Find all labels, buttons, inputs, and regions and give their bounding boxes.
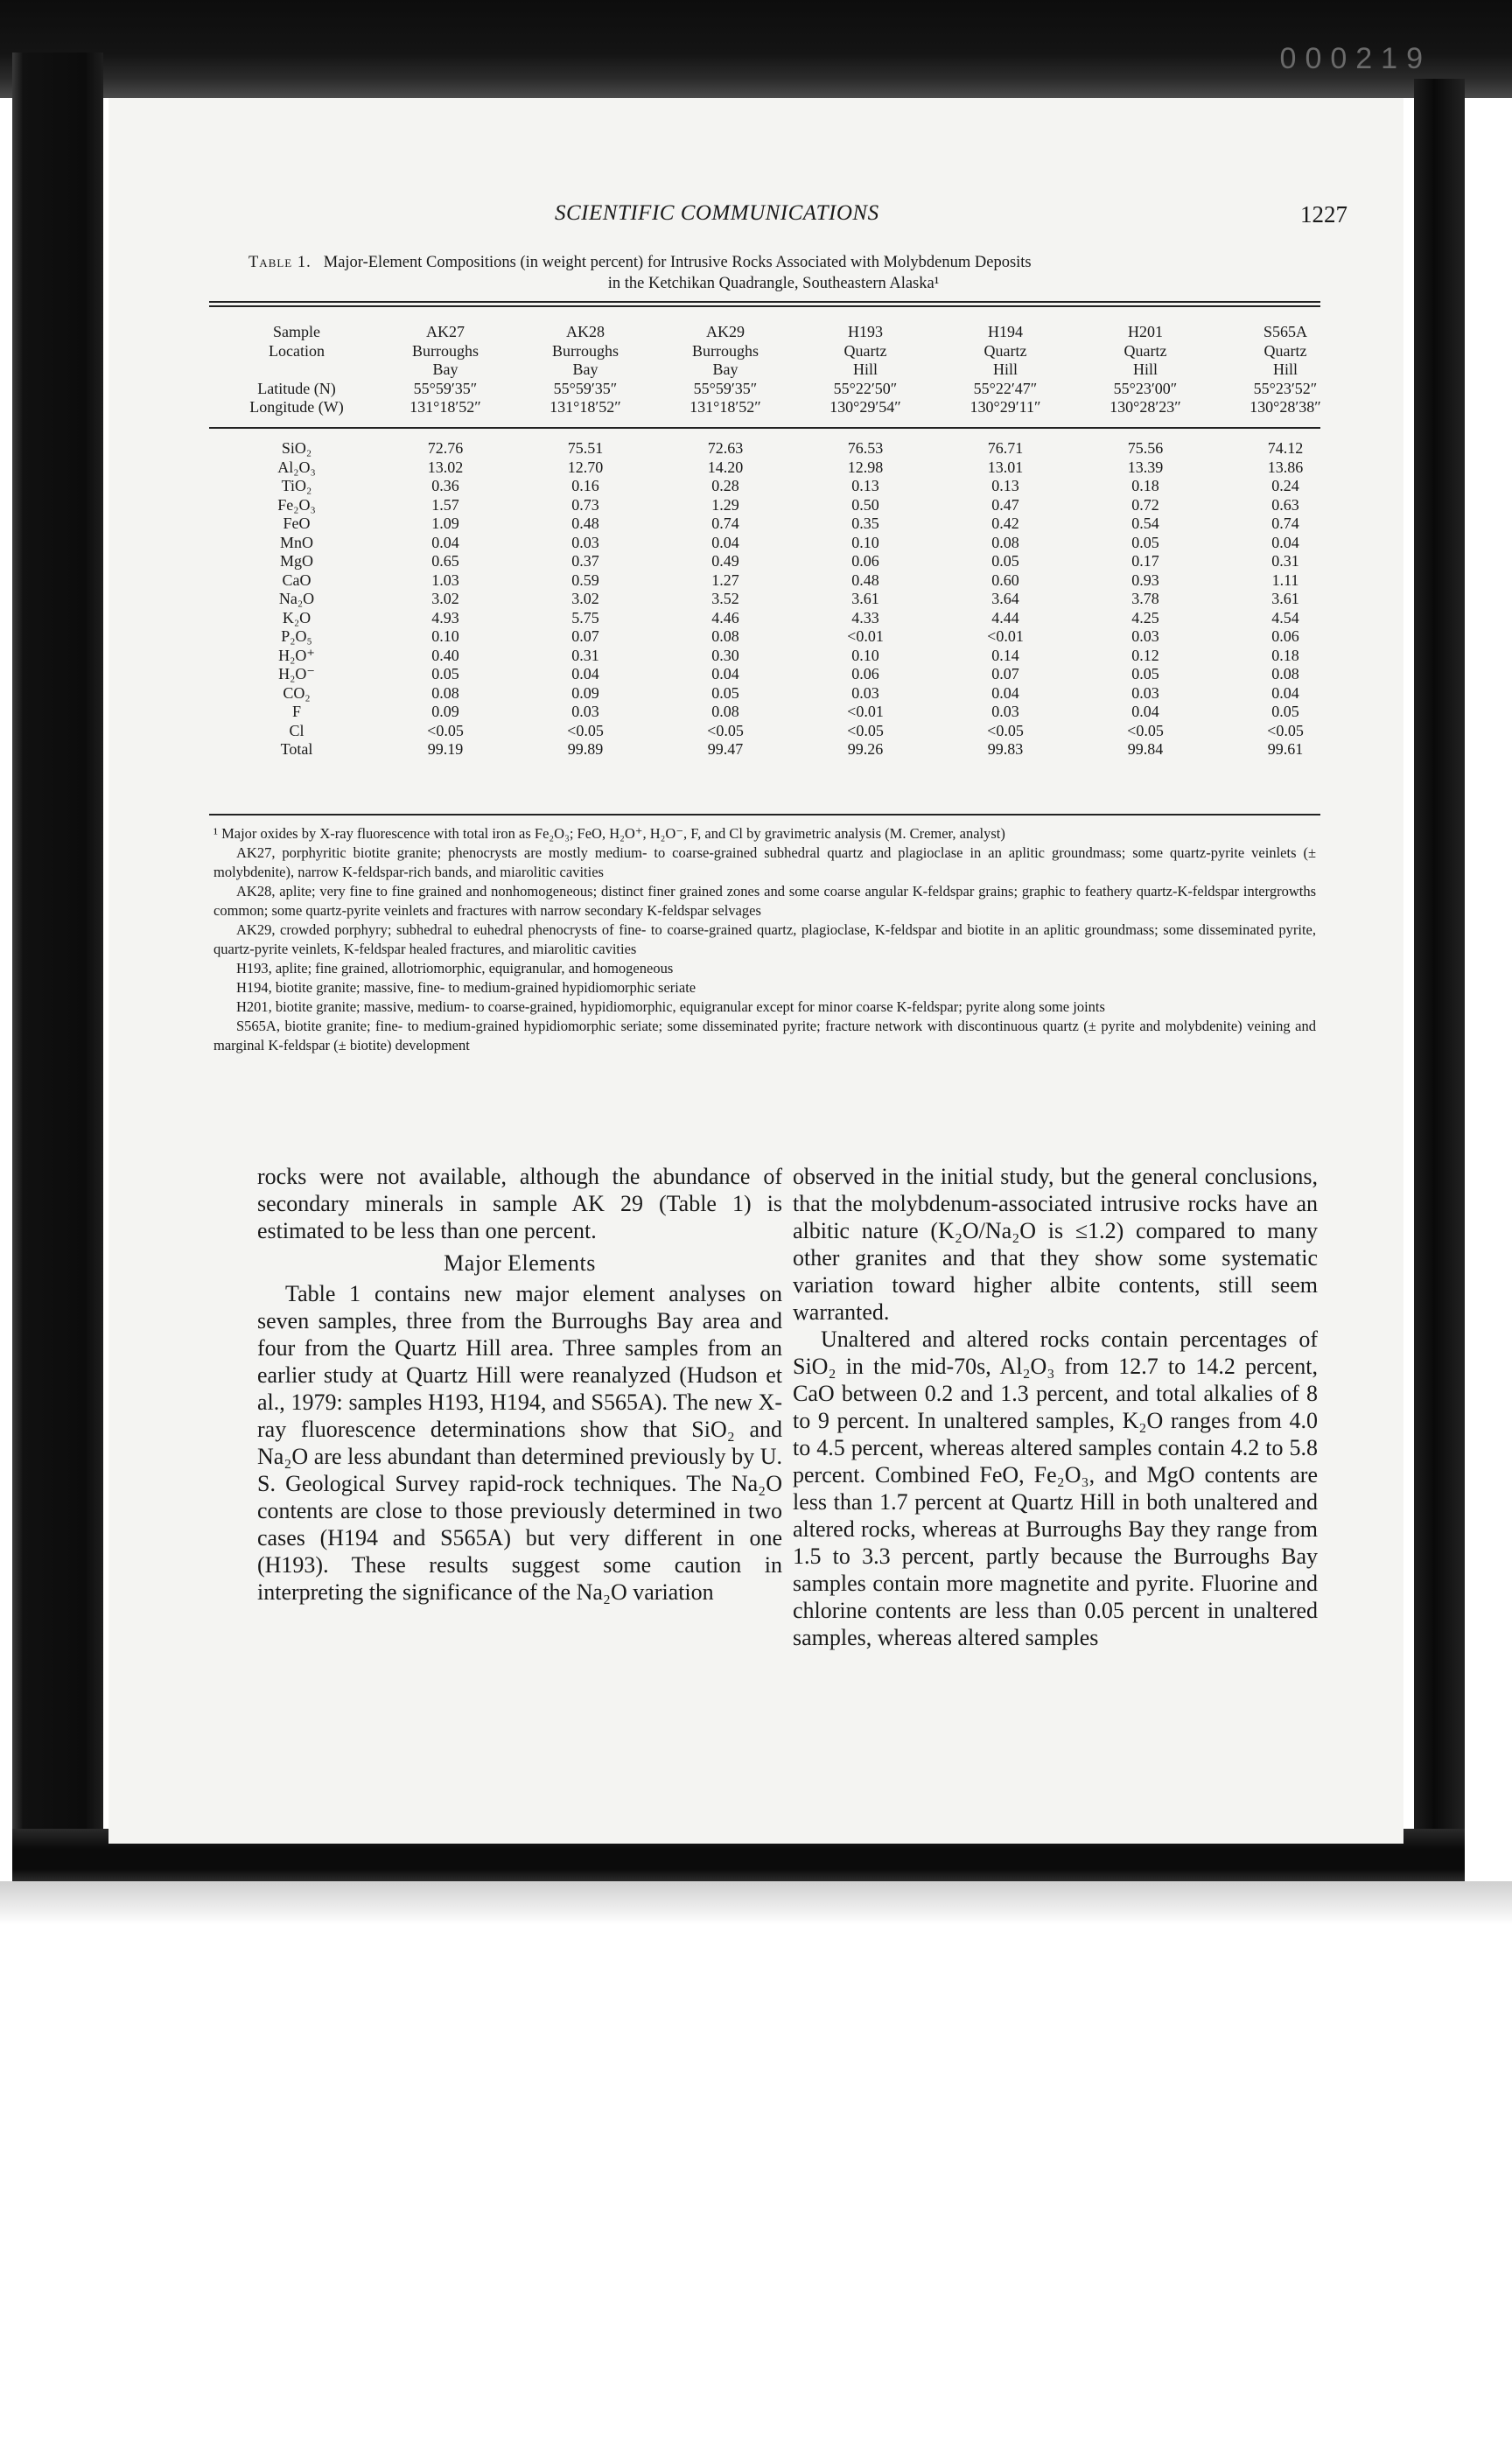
- value-cell: 0.05: [431, 665, 459, 682]
- value-cell: 0.72: [1131, 495, 1159, 514]
- document-stamp: 000219: [1279, 42, 1432, 75]
- header-cell: 130°28′38″: [1250, 398, 1321, 416]
- value-cell: 0.03: [571, 703, 599, 720]
- oxide-label: H₂O⁻: [278, 665, 315, 682]
- value-cell: <0.05: [847, 721, 884, 739]
- value-cell: 0.17: [1131, 552, 1159, 570]
- header-cell: 55°23′00″: [1113, 379, 1178, 397]
- table-row: [218, 552, 1355, 571]
- header-cell: Hill: [1132, 360, 1158, 378]
- row-label: Sample: [273, 323, 320, 340]
- table-row: [218, 609, 1355, 628]
- value-cell: 13.02: [427, 458, 464, 476]
- table-row: [218, 590, 1355, 609]
- table-caption: [248, 252, 1298, 294]
- header-cell: 55°23′52″: [1253, 379, 1318, 397]
- table-row: [218, 722, 1355, 741]
- value-cell: 4.46: [711, 608, 739, 626]
- value-cell: 0.04: [571, 665, 599, 682]
- header-cell: 130°28′23″: [1110, 398, 1181, 416]
- value-cell: 0.03: [991, 703, 1019, 720]
- value-cell: 0.06: [1271, 627, 1299, 645]
- header-cell: 130°29′54″: [830, 398, 901, 416]
- header-cell: Quartz: [984, 341, 1027, 360]
- oxide-label: H₂O⁺: [278, 646, 315, 664]
- value-cell: <0.01: [987, 627, 1024, 645]
- value-cell: 0.60: [991, 570, 1019, 589]
- value-cell: 1.09: [431, 514, 459, 532]
- value-cell: 0.36: [431, 477, 459, 494]
- oxide-label: MgO: [279, 552, 313, 570]
- value-cell: 0.07: [991, 665, 1019, 682]
- header-cell: H201: [1128, 323, 1163, 340]
- value-cell: 0.47: [991, 495, 1019, 514]
- value-cell: 4.93: [431, 608, 459, 626]
- value-cell: 0.04: [711, 665, 739, 682]
- header-cell: 55°59′35″: [693, 379, 758, 397]
- value-cell: 3.78: [1131, 590, 1159, 607]
- table-row: [218, 477, 1355, 496]
- value-cell: <0.05: [1267, 721, 1304, 739]
- value-cell: 0.09: [571, 683, 599, 702]
- value-cell: 0.03: [1131, 627, 1159, 645]
- value-cell: 75.56: [1127, 439, 1164, 457]
- value-cell: 0.42: [991, 514, 1019, 532]
- header-cell: S565A: [1263, 323, 1307, 340]
- table-row: [218, 496, 1355, 515]
- table-row: [218, 740, 1355, 760]
- table-row: [218, 534, 1355, 553]
- header-cell: 131°18′52″: [550, 398, 621, 416]
- header-cell: Quartz: [1124, 341, 1167, 360]
- header-cell: H193: [848, 323, 883, 340]
- header-cell: Bay: [712, 360, 738, 378]
- value-cell: 0.04: [431, 533, 459, 551]
- value-cell: 13.39: [1127, 458, 1164, 476]
- oxide-label: Al₂O₃: [277, 458, 316, 476]
- oxide-label: Total: [280, 740, 313, 758]
- oxide-label: Na₂O: [278, 590, 315, 607]
- right-paragraph-2: Unaltered and altered rocks contain percentages of SiO₂ in the mid-70s, Al₂O₃ from 12.7 to 14.2 percent, CaO between 0.2 and 1.3 percent, and total alkalies of 8 to 9 percent. In unaltered samples, K₂O ranges from 4.0 to 4.5 percent, whereas altered samples contain 4.2 to 5.8 percent. Combined FeO, Fe₂O₃, and MgO contents are less than 1.7 percent at Quartz Hill in both unaltered and altered rocks, whereas at Burroughs Bay they range from 1.5 to 3.3 percent, partly because the Burroughs Bay samples contain more magnetite and pyrite. Fluorine and chlorine contents are less than 0.05 percent in unaltered samples, whereas altered samples: [793, 1326, 1318, 1650]
- value-cell: 0.04: [1271, 533, 1299, 551]
- sample-note-ak28: AK28, aplite; very fine to fine grained and nonhomogeneous; distinct finer grained zones and some coarse angular K-feldspar grains; graphic to feathery quartz-K-feldspar intergrowths common; some quartz-pyrite veinlets and fractures with narrow secondary K-feldspar selvages: [214, 883, 1316, 919]
- oxide-label: Cl: [289, 721, 304, 739]
- oxide-label: CO₂: [283, 683, 311, 702]
- sample-note-s565a: S565A, biotite granite; fine- to medium-grained hypidiomorphic seriate; some disseminated pyrite; fracture network with discontinuous quartz (± pyrite and molybdenite) veining and marginal K-feldspar (± biotite) development: [214, 1018, 1316, 1054]
- value-cell: 0.08: [1271, 665, 1299, 682]
- left-paragraph-1: rocks were not available, although the abundance of secondary minerals in sample AK 29 (Table 1) is estimated to be less than one percent.: [257, 1164, 782, 1243]
- value-cell: 12.98: [847, 458, 884, 476]
- value-cell: 1.11: [1271, 570, 1299, 589]
- value-cell: 0.49: [711, 552, 739, 570]
- oxide-label: F: [291, 703, 301, 720]
- value-cell: 0.48: [851, 570, 879, 589]
- table-footnote: ¹ Major oxides by X-ray fluorescence with total iron as Fe₂O₃; FeO, H₂O⁺, H₂O⁻, F, and Cl by gravimetric analysis (M. Cremer, analyst): [214, 825, 1005, 842]
- row-label: [218, 360, 375, 380]
- header-cell: AK29: [706, 323, 745, 340]
- value-cell: 0.05: [1131, 665, 1159, 682]
- value-cell: 76.53: [847, 439, 884, 457]
- sample-note-ak29: AK29, crowded porphyry; subhedral to euhedral phenocrysts of fine- to coarse-grained quartz, plagioclase, K-feldspar and biotite in an aplitic groundmass; some disseminated pyrite, quartz-pyrite veinlets, K-feldspar healed fractures, and miarolitic cavities: [214, 921, 1316, 957]
- value-cell: 0.35: [851, 514, 879, 532]
- oxide-label: SiO₂: [281, 439, 312, 457]
- sample-note-h201: H201, biotite granite; massive, medium- to coarse-grained, hypidiomorphic, equigranular except for minor coarse K-feldspar; pyrite along some joints: [236, 998, 1105, 1015]
- table-header: [218, 323, 1355, 417]
- value-cell: 3.64: [991, 590, 1019, 607]
- sample-note-ak27: AK27, porphyritic biotite granite; phenocrysts are mostly medium- to coarse-grained subhedral quartz and plagioclase in an aplitic groundmass; some quartz-pyrite veinlets (± molybdenite), narrow K-feldspar-rich bands, and miarolitic cavities: [214, 844, 1316, 880]
- body-column-left: [257, 1163, 782, 1606]
- scan-frame-right: [1414, 79, 1465, 1864]
- value-cell: 0.03: [571, 533, 599, 551]
- caption-line-2: in the Ketchikan Quadrangle, Southeastern Alaska¹: [607, 275, 940, 292]
- value-cell: 3.61: [851, 590, 879, 607]
- body-column-right: [793, 1163, 1318, 1651]
- value-cell: 13.01: [987, 458, 1024, 476]
- value-cell: 0.09: [431, 703, 459, 720]
- table-top-rule-2: [209, 305, 1320, 307]
- header-cell: 131°18′52″: [410, 398, 481, 416]
- value-cell: 1.27: [711, 570, 739, 589]
- value-cell: 5.75: [571, 608, 599, 626]
- header-cell: H194: [988, 323, 1023, 340]
- table-mid-rule: [209, 427, 1320, 429]
- header-row: [218, 398, 1355, 417]
- value-cell: <0.05: [427, 721, 464, 739]
- scan-shadow: [0, 1881, 1512, 1925]
- header-cell: Burroughs: [692, 341, 759, 360]
- value-cell: 0.04: [1271, 683, 1299, 702]
- value-cell: 1.57: [431, 495, 459, 514]
- page-number: 1227: [1300, 201, 1348, 228]
- value-cell: 0.48: [571, 514, 599, 532]
- header-cell: Quartz: [844, 341, 887, 360]
- oxide-label: P₂O₅: [281, 627, 312, 645]
- value-cell: 72.76: [427, 439, 464, 457]
- value-cell: 0.18: [1131, 477, 1159, 494]
- value-cell: <0.05: [567, 721, 604, 739]
- value-cell: 3.52: [711, 590, 739, 607]
- value-cell: 4.25: [1131, 608, 1159, 626]
- value-cell: 72.63: [707, 439, 744, 457]
- header-cell: Burroughs: [412, 341, 479, 360]
- table-notes: [214, 824, 1316, 1055]
- value-cell: 0.24: [1271, 477, 1299, 494]
- value-cell: 99.89: [567, 740, 604, 758]
- value-cell: <0.01: [847, 703, 884, 720]
- oxide-label: Fe₂O₃: [277, 495, 316, 514]
- value-cell: 0.05: [1271, 703, 1299, 720]
- value-cell: <0.05: [707, 721, 744, 739]
- value-cell: 0.06: [851, 552, 879, 570]
- value-cell: 99.61: [1267, 740, 1304, 758]
- value-cell: 0.04: [711, 533, 739, 551]
- value-cell: 0.08: [711, 627, 739, 645]
- header-row: [218, 323, 1355, 342]
- running-head: SCIENTIFIC COMMUNICATIONS: [555, 201, 879, 225]
- row-label: Longitude (W): [249, 398, 344, 416]
- value-cell: 99.19: [427, 740, 464, 758]
- value-cell: 0.10: [851, 533, 879, 551]
- header-row: [218, 360, 1355, 380]
- value-cell: 13.86: [1267, 458, 1304, 476]
- value-cell: 0.31: [571, 646, 599, 664]
- value-cell: <0.01: [847, 627, 884, 645]
- value-cell: 76.71: [987, 439, 1024, 457]
- table-label: Table 1.: [248, 254, 312, 271]
- table-row: [218, 514, 1355, 534]
- value-cell: 3.02: [431, 590, 459, 607]
- value-cell: 0.93: [1131, 570, 1159, 589]
- value-cell: 0.13: [991, 477, 1019, 494]
- header-cell: Burroughs: [552, 341, 619, 360]
- header-cell: Hill: [1272, 360, 1298, 378]
- value-cell: 0.63: [1271, 495, 1299, 514]
- value-cell: 4.54: [1271, 608, 1299, 626]
- header-cell: 55°22′47″: [973, 379, 1038, 397]
- value-cell: 1.29: [711, 495, 739, 514]
- caption-line-1: Major-Element Compositions (in weight percent) for Intrusive Rocks Associated with Molybdenum Deposits: [323, 254, 1032, 271]
- value-cell: 0.04: [1131, 703, 1159, 720]
- header-cell: AK27: [426, 323, 465, 340]
- table-row: [218, 665, 1355, 684]
- row-label: Location: [269, 341, 325, 360]
- value-cell: 0.14: [991, 646, 1019, 664]
- oxide-label: K₂O: [282, 608, 312, 626]
- value-cell: 0.16: [571, 477, 599, 494]
- header-row: [218, 380, 1355, 399]
- value-cell: 0.05: [711, 683, 739, 702]
- value-cell: 99.84: [1127, 740, 1164, 758]
- value-cell: 99.83: [987, 740, 1024, 758]
- header-cell: Hill: [852, 360, 878, 378]
- table-row: [218, 571, 1355, 591]
- oxide-label: MnO: [279, 533, 313, 551]
- section-heading: Major Elements: [444, 1250, 596, 1276]
- document-page: [108, 98, 1404, 1844]
- value-cell: 74.12: [1267, 439, 1304, 457]
- right-paragraph-1: observed in the initial study, but the general conclusions, that the molybdenum-associated intrusive rocks have an albitic nature (K₂O/Na₂O is ≤1.2) compared to many other granites and that they show some systematic variation toward higher albite contents, still seem warranted.: [793, 1164, 1318, 1325]
- value-cell: 0.31: [1271, 552, 1299, 570]
- oxide-label: CaO: [282, 570, 312, 589]
- header-cell: 55°22′50″: [833, 379, 898, 397]
- value-cell: 0.65: [431, 552, 459, 570]
- oxide-label: TiO₂: [281, 477, 312, 494]
- value-cell: 4.33: [851, 608, 879, 626]
- value-cell: 0.03: [1131, 683, 1159, 702]
- value-cell: 1.03: [431, 570, 459, 589]
- table-row: [218, 647, 1355, 666]
- header-cell: AK28: [566, 323, 605, 340]
- value-cell: 0.05: [991, 552, 1019, 570]
- value-cell: <0.05: [1127, 721, 1164, 739]
- value-cell: 0.30: [711, 646, 739, 664]
- value-cell: 0.13: [851, 477, 879, 494]
- table-row: [218, 627, 1355, 647]
- table-row: [218, 684, 1355, 704]
- header-cell: Bay: [572, 360, 598, 378]
- value-cell: 75.51: [567, 439, 604, 457]
- value-cell: 3.02: [571, 590, 599, 607]
- table-body: [218, 439, 1355, 760]
- header-cell: Quartz: [1264, 341, 1307, 360]
- header-cell: Hill: [992, 360, 1018, 378]
- value-cell: 0.10: [431, 627, 459, 645]
- value-cell: 0.05: [1131, 533, 1159, 551]
- value-cell: 0.03: [851, 683, 879, 702]
- value-cell: 0.28: [711, 477, 739, 494]
- value-cell: 0.18: [1271, 646, 1299, 664]
- value-cell: 0.12: [1131, 646, 1159, 664]
- value-cell: 0.59: [571, 570, 599, 589]
- table-row: [218, 458, 1355, 478]
- value-cell: <0.05: [987, 721, 1024, 739]
- value-cell: 0.06: [851, 665, 879, 682]
- value-cell: 0.73: [571, 495, 599, 514]
- value-cell: 0.40: [431, 646, 459, 664]
- header-cell: Bay: [432, 360, 458, 378]
- value-cell: 0.08: [711, 703, 739, 720]
- value-cell: 0.50: [851, 495, 879, 514]
- value-cell: 99.26: [847, 740, 884, 758]
- value-cell: 12.70: [567, 458, 604, 476]
- row-label: Latitude (N): [257, 379, 336, 397]
- header-cell: 131°18′52″: [690, 398, 761, 416]
- left-paragraph-2: Table 1 contains new major element analyses on seven samples, three from the Burroughs Bay area and four from the Quartz Hill area. Three samples from an earlier study at Quartz Hill were reanalyzed (Hudson et al., 1979: samples H193, H194, and S565A). The new X-ray fluorescence determinations show that SiO₂ and Na₂O are less abundant than determined previously by U. S. Geological Survey rapid-rock techniques. The Na₂O contents are close to those previously determined in two cases (H194 and S565A) but very different in one (H193). These results suggest some caution in interpreting the significance of the Na₂O variation: [257, 1281, 782, 1605]
- table-bottom-rule: [209, 814, 1320, 816]
- table-row: [218, 703, 1355, 722]
- header-cell: 55°59′35″: [553, 379, 618, 397]
- scan-frame-left: [12, 52, 103, 1855]
- value-cell: 0.07: [571, 627, 599, 645]
- header-cell: 55°59′35″: [413, 379, 478, 397]
- value-cell: 0.37: [571, 552, 599, 570]
- value-cell: 0.10: [851, 646, 879, 664]
- value-cell: 3.61: [1271, 590, 1299, 607]
- table-row: [218, 439, 1355, 458]
- value-cell: 99.47: [707, 740, 744, 758]
- value-cell: 0.08: [431, 683, 459, 702]
- value-cell: 0.08: [991, 533, 1019, 551]
- header-row: [218, 342, 1355, 361]
- sample-note-h193: H193, aplite; fine grained, allotriomorphic, equigranular, and homogeneous: [236, 960, 674, 976]
- table-top-rule: [209, 301, 1320, 303]
- header-cell: 130°29′11″: [970, 398, 1041, 416]
- value-cell: 14.20: [707, 458, 744, 476]
- value-cell: 0.74: [1271, 514, 1299, 532]
- value-cell: 0.04: [991, 683, 1019, 702]
- value-cell: 0.54: [1131, 514, 1159, 532]
- value-cell: 4.44: [991, 608, 1019, 626]
- sample-note-h194: H194, biotite granite; massive, fine- to medium-grained hypidiomorphic seriate: [236, 979, 696, 996]
- value-cell: 0.74: [711, 514, 739, 532]
- oxide-label: FeO: [283, 514, 311, 532]
